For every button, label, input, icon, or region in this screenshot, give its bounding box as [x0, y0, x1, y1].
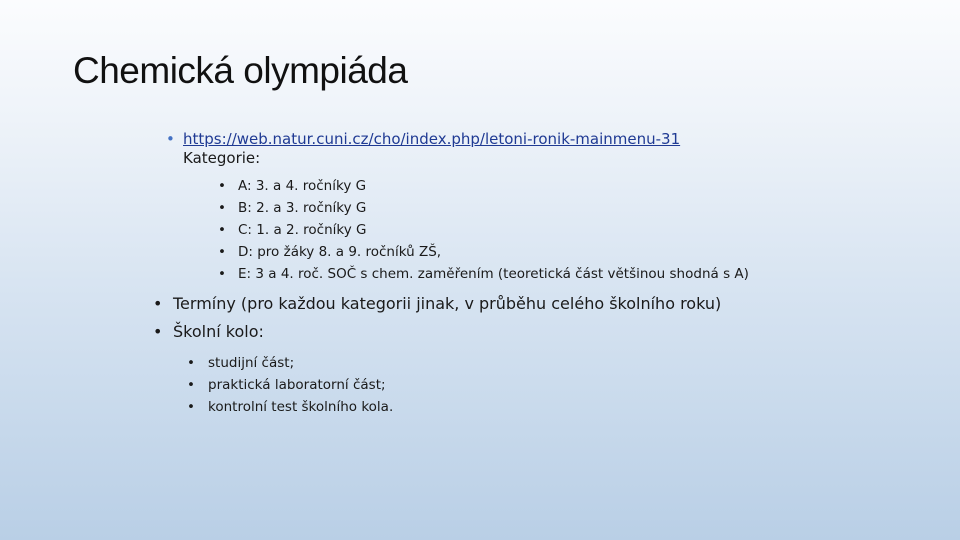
category-item-e [218, 263, 943, 285]
olympiad-link[interactable]: https://web.natur.cuni.cz/cho/index.php/letoni-ronik-mainmenu-31 [183, 130, 681, 148]
link-list-item [163, 130, 943, 149]
terms-item [153, 290, 933, 318]
school-round-item [153, 318, 933, 346]
subitem-label: praktická laboratorní část; [208, 377, 386, 393]
school-round-list [153, 352, 933, 418]
subitem-label: kontrolní test školního kola. [208, 399, 394, 415]
bullet-icon: • [153, 294, 163, 313]
category-label: A: 3. a 4. ročníky G [238, 178, 367, 194]
category-item-d [218, 241, 943, 263]
bullet-icon: • [218, 222, 226, 238]
bullet-icon: • [187, 377, 195, 393]
bullet-icon: • [218, 200, 226, 216]
category-label: B: 2. a 3. ročníky G [238, 200, 367, 216]
slide-content-lower [153, 285, 933, 418]
bullet-icon: • [187, 355, 195, 371]
categories-list [163, 175, 943, 285]
category-label: D: pro žáky 8. a 9. ročníků ZŠ, [238, 244, 442, 260]
categories-heading: Kategorie: [183, 149, 261, 167]
school-round-subitem [187, 374, 933, 396]
subitem-label: studijní část; [208, 355, 295, 371]
terms-label: Termíny (pro každou kategorii jinak, v průběhu celého školního roku) [173, 294, 722, 313]
main-points-list [153, 290, 933, 346]
school-round-subitem [187, 396, 933, 418]
category-label: E: 3 a 4. roč. SOČ s chem. zaměřením (teoretická část většinou shodná s A) [238, 266, 749, 282]
category-item-a [218, 175, 943, 197]
bullet-icon: • [187, 399, 195, 415]
school-round-label: Školní kolo: [173, 322, 264, 341]
category-item-b [218, 197, 943, 219]
category-item-c [218, 219, 943, 241]
school-round-subitem [187, 352, 933, 374]
bullet-icon: • [153, 322, 163, 341]
bullet-icon: • [218, 178, 226, 194]
slide-title: Chemická olympiáda [73, 50, 408, 91]
category-label: C: 1. a 2. ročníky G [238, 222, 367, 238]
bullet-icon: • [166, 130, 175, 148]
slide-content [163, 130, 943, 285]
bullet-icon: • [218, 244, 226, 260]
bullet-icon: • [218, 266, 226, 282]
